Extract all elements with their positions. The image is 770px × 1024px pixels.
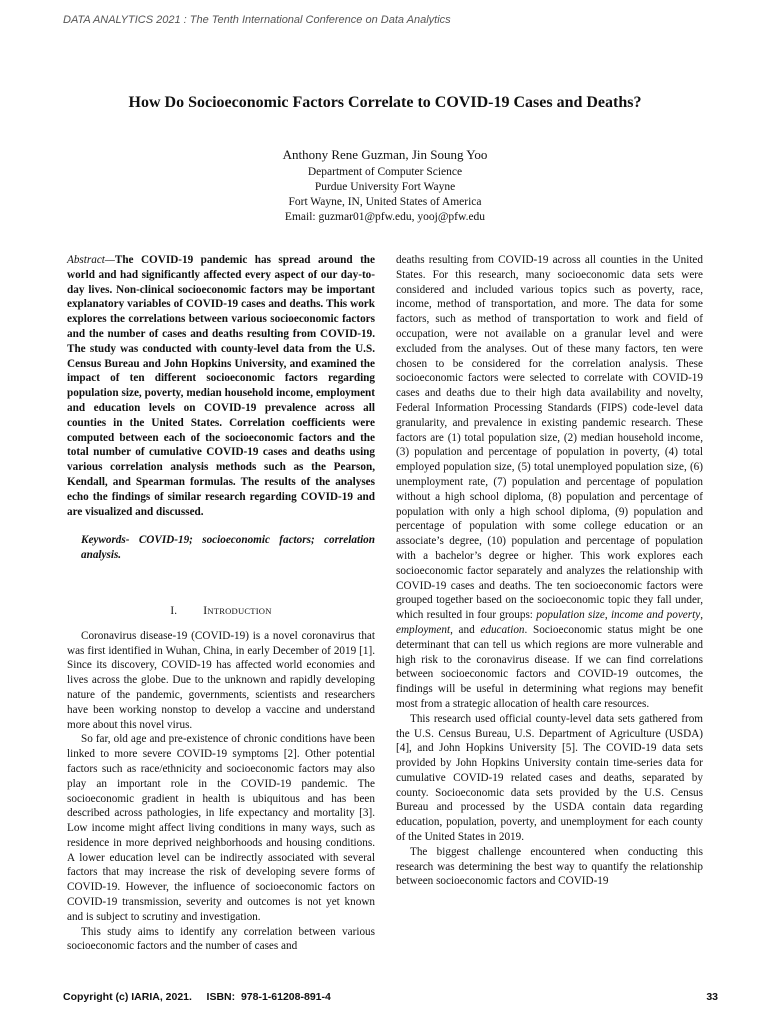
- keywords-lead: Keywords-: [81, 534, 130, 547]
- topic-education: education: [480, 623, 525, 636]
- affiliation-department: Department of Computer Science: [307, 166, 463, 178]
- keywords-text: COVID-19; socioeconomic factors; correlation analysis.: [81, 534, 375, 562]
- intro-paragraph-continued: [396, 253, 703, 712]
- affiliation-university: Purdue University Fort Wayne: [314, 181, 456, 193]
- topic-population-size: population size: [536, 609, 605, 622]
- paragraph-text: deaths resulting from COVID-19 across all counties in the United States. For this research, many socioeconomic data sets were considered and included various topics such as poverty, race, income, method of transportation, and more. The data for some factors, such as method of transportation to work and field of occupation, were not available on a granular level and were excluded from the analyses. Out of these many factors, ten were chosen to be considered for the correlation analysis. These socioeconomic factors were selected to correlate with COVID-19 cases and deaths due to their high data availability and novelty, Federal Information Processing Standards (FIPS) code-level data granularity, and prevalence in existing pandemic research. These factors are (1) total population size, (2) median household income, (3) population and percentage of population in poverty, (4) total employed population size, (5) total unemployed population size, (6) unemployment rate, (7) population and percentage of population without a high school diploma, (8) population and percentage of population with only a high school diploma, (9) population and percentage of population with some college education or an associate’s degree, (10) population and percentage of population with a bachelor’s degree or higher. This work explores each socioeconomic factor separately and analyzes the relationship with COVID-19 cases and deaths. The ten socioeconomic factors were grouped together based on the socioeconomic topic they fall under, which resulted in four groups:: [396, 254, 703, 622]
- section-heading-introduction: [67, 604, 375, 619]
- separator: ,: [700, 609, 703, 622]
- section-number: I.: [170, 604, 178, 617]
- running-header: DATA ANALYTICS 2021 : The Tenth International Conference on Data Analytics: [63, 14, 451, 26]
- section-heading-cap: I: [203, 603, 208, 617]
- abstract-lead: Abstract—: [67, 254, 115, 266]
- affiliation-email: Email: guzmar01@pfw.edu, yooj@pfw.edu: [284, 211, 486, 223]
- footer-copyright: Copyright (c) IARIA, 2021. ISBN: 978-1-61208-891-4: [63, 991, 331, 1003]
- separator: , and: [450, 623, 481, 636]
- intro-paragraph: Coronavirus disease-19 (COVID-19) is a novel coronavirus that was first identified in Wuhan, China, in early December of 2019 [1]. Since its discovery, COVID-19 has affected world economies and lives across the globe. Due to the unknown and rapidly developing nature of the pandemic, governments, scientists and researchers have been working nonstop to develop a vaccine and understand more about this novel virus.: [67, 629, 375, 731]
- data-paragraph: This research used official county-level data sets gathered from the U.S. Census Bureau, U.S. Department of Agriculture (USDA) [4], and John Hopkins University [5]. The COVID-19 data sets provided by John Hopkins University contain time-series data for cumulative COVID-19 related cases and deaths, separated by county. Socioeconomic data sets provided by the U.S. Census Bureau and processed by the USDA contain data regarding education, population, poverty, and unemployment for each county of the United States in 2019.: [396, 712, 703, 844]
- right-column: [396, 253, 703, 889]
- affiliation-location: Fort Wayne, IN, United States of America: [288, 196, 482, 208]
- section-heading-rest: NTRODUCTION: [207, 605, 272, 616]
- left-column: [67, 253, 375, 954]
- topic-employment: employment: [396, 623, 451, 636]
- topic-income-poverty: income and poverty: [610, 609, 701, 622]
- author-affiliation: [0, 165, 770, 225]
- keywords: [81, 533, 375, 563]
- challenge-paragraph: The biggest challenge encountered when conducting this research was determining the best way to quantify the relationship between socioeconomic factors and COVID-19: [396, 845, 703, 888]
- footer-page-number: 33: [706, 991, 718, 1003]
- intro-paragraph: This study aims to identify any correlation between various socioeconomic factors and the number of cases and: [67, 925, 375, 953]
- abstract-text: The COVID-19 pandemic has spread around the world and had significantly affected every aspect of our day-to-day lives. Non-clinical socioeconomic factors may be important explanatory variables of COVID-19 cases and deaths. This work explores the correlations between various socioeconomic factors and the number of cases and deaths resulting from COVID-19. The study was conducted with county-level data from the U.S. Census Bureau and John Hopkins University, and examined the impact of ten different socioeconomic factors regarding population size, poverty, median household income, employment and education levels on COVID-19 prevalence across all counties in the United States. Correlation coefficients were computed between each of the socioeconomic factors and the total number of cumulative COVID-19 cases and deaths using various correlation analysis methods such as the Pearson, Kendall, and Spearman formulas. The results of the analyses echo the findings of similar research regarding COVID-19 and are visualized and discussed.: [67, 254, 375, 518]
- paper-title: How Do Socioeconomic Factors Correlate to COVID-19 Cases and Deaths?: [128, 94, 642, 111]
- intro-paragraph: So far, old age and pre-existence of chronic conditions have been linked to more severe COVID-19 symptoms [2]. Other potential factors such as race/ethnicity and socioeconomic factors may also play an important role in the COVID-19 pandemic. The socioeconomic gradient in health is ubiquitous and has been described across pathologies, in life expectancy and mortality [3]. Low income might affect living conditions in many ways, such as residence in more deprived neighborhoods and housing conditions. A lower education level can be indirectly associated with several factors that may increase the risk of developing severe forms of COVID-19. However, the influence of socioeconomic factors on COVID-19 transmission, severity and outcomes is not yet known and is subject to scrutiny and investigation.: [67, 733, 375, 923]
- paragraph-text: . Socioeconomic status might be one determinant that can tell us which regions are more vulnerable and high risk to the coronavirus disease. If we can find correlations between socioeconomic factors and COVID-19 outcomes, the findings will be useful in determining what regions may benefit most from a strategic allocation of health care resources.: [396, 623, 704, 710]
- separator: ,: [604, 609, 611, 622]
- paper-authors: Anthony Rene Guzman, Jin Soung Yoo: [282, 147, 488, 162]
- abstract: [67, 253, 375, 519]
